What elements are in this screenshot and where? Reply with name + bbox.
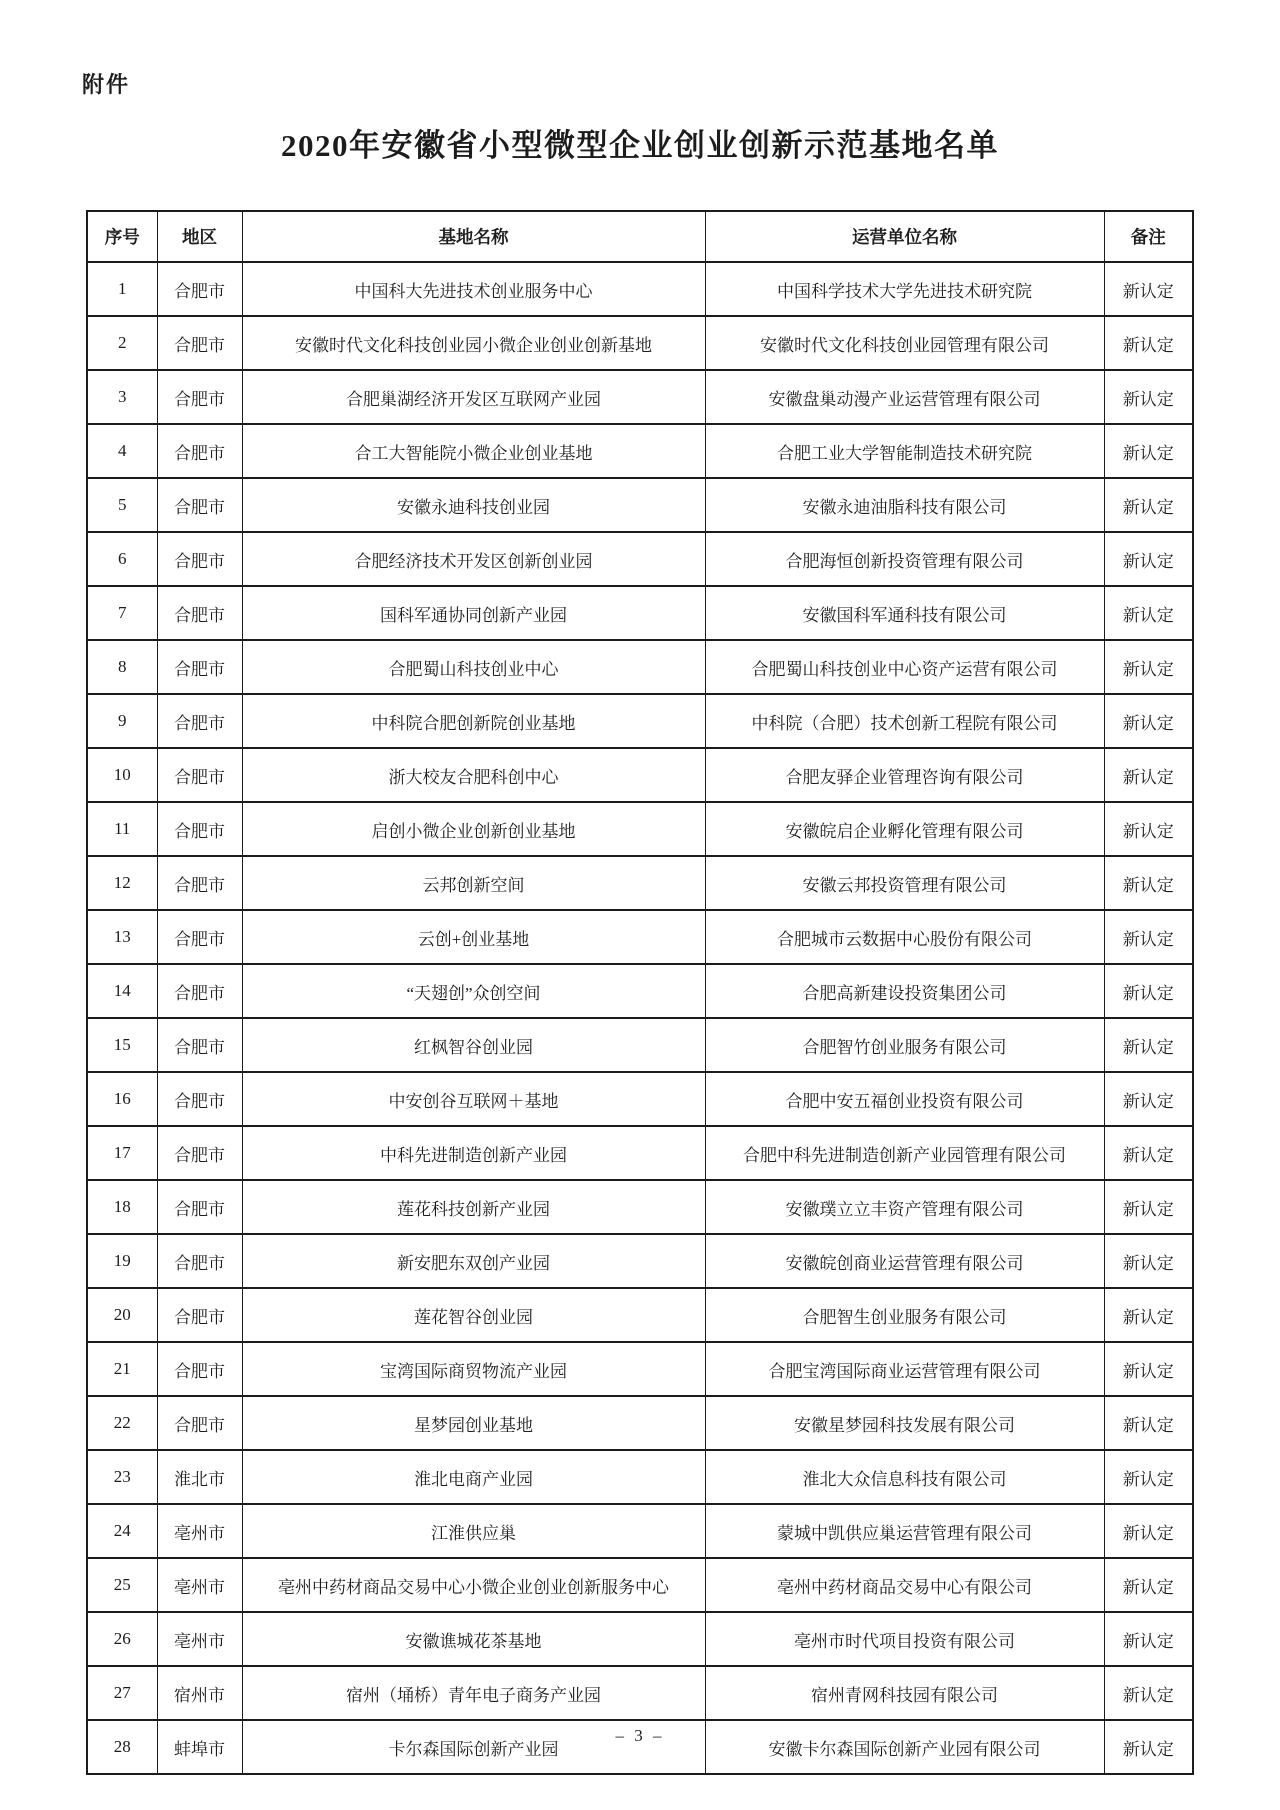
table-row <box>87 910 1193 964</box>
cell-no: 8 <box>87 640 157 694</box>
cell-note: 新认定 <box>1104 478 1193 532</box>
table-body <box>87 262 1193 1774</box>
cell-note: 新认定 <box>1104 1666 1193 1720</box>
cell-operator: 安徽时代文化科技创业园管理有限公司 <box>705 316 1104 370</box>
table-row <box>87 1234 1193 1288</box>
cell-region: 合肥市 <box>157 478 242 532</box>
cell-region: 合肥市 <box>157 964 242 1018</box>
cell-base: 宿州（埇桥）青年电子商务产业园 <box>242 1666 705 1720</box>
table-row <box>87 532 1193 586</box>
cell-base: 合肥蜀山科技创业中心 <box>242 640 705 694</box>
cell-no: 22 <box>87 1396 157 1450</box>
cell-region: 合肥市 <box>157 802 242 856</box>
cell-operator: 安徽卡尔森国际创新产业园有限公司 <box>705 1720 1104 1774</box>
cell-no: 19 <box>87 1234 157 1288</box>
cell-operator: 安徽国科军通科技有限公司 <box>705 586 1104 640</box>
cell-operator: 安徽皖创商业运营管理有限公司 <box>705 1234 1104 1288</box>
col-header-operator-name: 运营单位名称 <box>705 211 1104 262</box>
cell-note: 新认定 <box>1104 424 1193 478</box>
cell-no: 2 <box>87 316 157 370</box>
table-row <box>87 1180 1193 1234</box>
cell-region: 合肥市 <box>157 694 242 748</box>
cell-operator: 安徽永迪油脂科技有限公司 <box>705 478 1104 532</box>
cell-no: 7 <box>87 586 157 640</box>
cell-operator: 淮北大众信息科技有限公司 <box>705 1450 1104 1504</box>
table-row <box>87 640 1193 694</box>
table-row <box>87 316 1193 370</box>
table-row <box>87 694 1193 748</box>
cell-note: 新认定 <box>1104 370 1193 424</box>
cell-note: 新认定 <box>1104 1342 1193 1396</box>
cell-base: 浙大校友合肥科创中心 <box>242 748 705 802</box>
cell-operator: 中科院（合肥）技术创新工程院有限公司 <box>705 694 1104 748</box>
table-row <box>87 1612 1193 1666</box>
base-list-table <box>86 210 1194 1775</box>
cell-region: 合肥市 <box>157 1072 242 1126</box>
cell-no: 13 <box>87 910 157 964</box>
cell-base: 新安肥东双创产业园 <box>242 1234 705 1288</box>
cell-region: 合肥市 <box>157 370 242 424</box>
cell-base: 中科先进制造创新产业园 <box>242 1126 705 1180</box>
cell-no: 3 <box>87 370 157 424</box>
cell-region: 合肥市 <box>157 1288 242 1342</box>
cell-operator: 合肥城市云数据中心股份有限公司 <box>705 910 1104 964</box>
cell-no: 25 <box>87 1558 157 1612</box>
table-row <box>87 1072 1193 1126</box>
cell-operator: 安徽云邦投资管理有限公司 <box>705 856 1104 910</box>
cell-region: 亳州市 <box>157 1612 242 1666</box>
cell-no: 20 <box>87 1288 157 1342</box>
cell-base: 云创+创业基地 <box>242 910 705 964</box>
cell-no: 16 <box>87 1072 157 1126</box>
cell-region: 合肥市 <box>157 262 242 316</box>
cell-base: 中国科大先进技术创业服务中心 <box>242 262 705 316</box>
table-row <box>87 1450 1193 1504</box>
cell-operator: 安徽星梦园科技发展有限公司 <box>705 1396 1104 1450</box>
page-title: 2020年安徽省小型微型企业创业创新示范基地名单 <box>281 128 999 163</box>
cell-region: 合肥市 <box>157 316 242 370</box>
cell-base: 莲花智谷创业园 <box>242 1288 705 1342</box>
table-row <box>87 1288 1193 1342</box>
cell-no: 1 <box>87 262 157 316</box>
cell-base: 安徽永迪科技创业园 <box>242 478 705 532</box>
cell-operator: 蒙城中凯供应巢运营管理有限公司 <box>705 1504 1104 1558</box>
cell-note: 新认定 <box>1104 748 1193 802</box>
cell-base: 卡尔森国际创新产业园 <box>242 1720 705 1774</box>
cell-no: 28 <box>87 1720 157 1774</box>
cell-region: 合肥市 <box>157 586 242 640</box>
cell-note: 新认定 <box>1104 1450 1193 1504</box>
cell-operator: 合肥中科先进制造创新产业园管理有限公司 <box>705 1126 1104 1180</box>
cell-note: 新认定 <box>1104 316 1193 370</box>
table-row <box>87 964 1193 1018</box>
table-row <box>87 1396 1193 1450</box>
cell-region: 合肥市 <box>157 748 242 802</box>
cell-region: 合肥市 <box>157 856 242 910</box>
cell-note: 新认定 <box>1104 1558 1193 1612</box>
cell-operator: 合肥高新建设投资集团公司 <box>705 964 1104 1018</box>
table-row <box>87 424 1193 478</box>
cell-base: 淮北电商产业园 <box>242 1450 705 1504</box>
cell-region: 合肥市 <box>157 1342 242 1396</box>
cell-base: 合肥经济技术开发区创新创业园 <box>242 532 705 586</box>
cell-region: 合肥市 <box>157 1180 242 1234</box>
cell-region: 亳州市 <box>157 1558 242 1612</box>
cell-operator: 安徽皖启企业孵化管理有限公司 <box>705 802 1104 856</box>
col-header-remark: 备注 <box>1104 211 1193 262</box>
cell-note: 新认定 <box>1104 1018 1193 1072</box>
cell-region: 合肥市 <box>157 1018 242 1072</box>
table-row <box>87 1558 1193 1612</box>
cell-no: 18 <box>87 1180 157 1234</box>
cell-base: 江淮供应巢 <box>242 1504 705 1558</box>
table-row <box>87 1018 1193 1072</box>
cell-no: 21 <box>87 1342 157 1396</box>
cell-note: 新认定 <box>1104 1234 1193 1288</box>
cell-note: 新认定 <box>1104 1288 1193 1342</box>
cell-region: 淮北市 <box>157 1450 242 1504</box>
cell-no: 23 <box>87 1450 157 1504</box>
cell-base: 国科军通协同创新产业园 <box>242 586 705 640</box>
cell-region: 亳州市 <box>157 1504 242 1558</box>
cell-no: 24 <box>87 1504 157 1558</box>
cell-operator: 亳州中药材商品交易中心有限公司 <box>705 1558 1104 1612</box>
cell-base: 安徽谯城花茶基地 <box>242 1612 705 1666</box>
cell-base: 星梦园创业基地 <box>242 1396 705 1450</box>
cell-base: 亳州中药材商品交易中心小微企业创业创新服务中心 <box>242 1558 705 1612</box>
cell-region: 合肥市 <box>157 1126 242 1180</box>
cell-no: 11 <box>87 802 157 856</box>
cell-operator: 中国科学技术大学先进技术研究院 <box>705 262 1104 316</box>
cell-operator: 合肥宝湾国际商业运营管理有限公司 <box>705 1342 1104 1396</box>
attachment-label: 附件 <box>82 72 131 97</box>
cell-base: 中科院合肥创新院创业基地 <box>242 694 705 748</box>
cell-operator: 安徽璞立立丰资产管理有限公司 <box>705 1180 1104 1234</box>
cell-base: 红枫智谷创业园 <box>242 1018 705 1072</box>
cell-note: 新认定 <box>1104 532 1193 586</box>
cell-region: 合肥市 <box>157 1396 242 1450</box>
cell-note: 新认定 <box>1104 1396 1193 1450</box>
col-header-base-name: 基地名称 <box>242 211 705 262</box>
cell-base: 中安创谷互联网＋基地 <box>242 1072 705 1126</box>
cell-no: 4 <box>87 424 157 478</box>
cell-note: 新认定 <box>1104 802 1193 856</box>
cell-operator: 宿州青网科技园有限公司 <box>705 1666 1104 1720</box>
cell-base: 合肥巢湖经济开发区互联网产业园 <box>242 370 705 424</box>
cell-operator: 合肥中安五福创业投资有限公司 <box>705 1072 1104 1126</box>
cell-operator: 合肥工业大学智能制造技术研究院 <box>705 424 1104 478</box>
cell-note: 新认定 <box>1104 1126 1193 1180</box>
cell-base: 云邦创新空间 <box>242 856 705 910</box>
cell-region: 合肥市 <box>157 532 242 586</box>
table-row <box>87 586 1193 640</box>
table-row <box>87 802 1193 856</box>
cell-no: 15 <box>87 1018 157 1072</box>
cell-operator: 合肥蜀山科技创业中心资产运营有限公司 <box>705 640 1104 694</box>
col-header-region: 地区 <box>157 211 242 262</box>
cell-note: 新认定 <box>1104 1072 1193 1126</box>
cell-operator: 合肥海恒创新投资管理有限公司 <box>705 532 1104 586</box>
cell-base: 莲花科技创新产业园 <box>242 1180 705 1234</box>
cell-no: 10 <box>87 748 157 802</box>
cell-base: 启创小微企业创新创业基地 <box>242 802 705 856</box>
cell-base: 宝湾国际商贸物流产业园 <box>242 1342 705 1396</box>
cell-note: 新认定 <box>1104 694 1193 748</box>
cell-no: 9 <box>87 694 157 748</box>
cell-note: 新认定 <box>1104 964 1193 1018</box>
table-header-row <box>87 211 1193 262</box>
table-header <box>87 211 1193 262</box>
cell-no: 14 <box>87 964 157 1018</box>
cell-operator: 合肥智生创业服务有限公司 <box>705 1288 1104 1342</box>
cell-note: 新认定 <box>1104 1612 1193 1666</box>
cell-note: 新认定 <box>1104 586 1193 640</box>
cell-note: 新认定 <box>1104 1504 1193 1558</box>
table-row <box>87 1504 1193 1558</box>
table-row <box>87 1342 1193 1396</box>
col-header-index: 序号 <box>87 211 157 262</box>
cell-base: “天翅创”众创空间 <box>242 964 705 1018</box>
cell-no: 12 <box>87 856 157 910</box>
cell-operator: 合肥智竹创业服务有限公司 <box>705 1018 1104 1072</box>
cell-base: 合工大智能院小微企业创业基地 <box>242 424 705 478</box>
table-row <box>87 370 1193 424</box>
cell-region: 合肥市 <box>157 910 242 964</box>
table-row <box>87 1126 1193 1180</box>
cell-note: 新认定 <box>1104 910 1193 964</box>
cell-region: 蚌埠市 <box>157 1720 242 1774</box>
cell-base: 安徽时代文化科技创业园小微企业创业创新基地 <box>242 316 705 370</box>
cell-region: 合肥市 <box>157 1234 242 1288</box>
cell-no: 17 <box>87 1126 157 1180</box>
cell-region: 宿州市 <box>157 1666 242 1720</box>
cell-region: 合肥市 <box>157 424 242 478</box>
cell-region: 合肥市 <box>157 640 242 694</box>
cell-note: 新认定 <box>1104 262 1193 316</box>
table-row <box>87 478 1193 532</box>
cell-note: 新认定 <box>1104 1180 1193 1234</box>
table-row <box>87 1666 1193 1720</box>
cell-no: 26 <box>87 1612 157 1666</box>
cell-no: 27 <box>87 1666 157 1720</box>
cell-operator: 安徽盘巢动漫产业运营管理有限公司 <box>705 370 1104 424</box>
table-row <box>87 748 1193 802</box>
cell-no: 5 <box>87 478 157 532</box>
cell-no: 6 <box>87 532 157 586</box>
cell-note: 新认定 <box>1104 640 1193 694</box>
table-row <box>87 262 1193 316</box>
cell-operator: 亳州市时代项目投资有限公司 <box>705 1612 1104 1666</box>
cell-note: 新认定 <box>1104 856 1193 910</box>
page-number: – 3 – <box>615 1726 665 1745</box>
cell-note: 新认定 <box>1104 1720 1193 1774</box>
cell-operator: 合肥友驿企业管理咨询有限公司 <box>705 748 1104 802</box>
table-row <box>87 856 1193 910</box>
